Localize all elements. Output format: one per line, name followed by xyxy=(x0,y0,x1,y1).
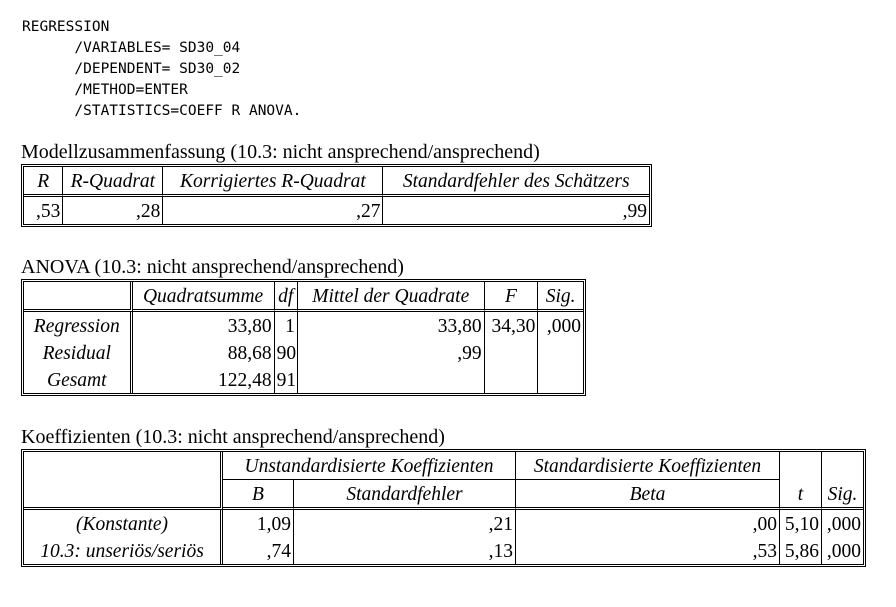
header-cell: Mittel der Quadrate xyxy=(298,282,485,312)
value-cell xyxy=(485,339,539,366)
model-summary-caption: Modellzusammenfassung (10.3: nicht ansprechend/ansprechend) xyxy=(21,141,540,163)
header-cell: Quadratsumme xyxy=(133,282,275,312)
syntax-line: /VARIABLES= SD30_04 xyxy=(22,40,241,56)
table-row xyxy=(24,339,583,366)
syntax-line: /METHOD=ENTER xyxy=(22,82,188,98)
value-cell xyxy=(538,366,583,393)
header-cell-empty xyxy=(24,452,223,510)
row-label: 10.3: unseriös/seriös xyxy=(24,537,223,564)
value-cell: ,000 xyxy=(826,514,861,535)
syntax-line: /STATISTICS=COEFF R ANOVA. xyxy=(22,103,302,119)
value-cell: ,53 xyxy=(24,197,63,224)
value-cell: 34,30 xyxy=(485,312,539,339)
header-cell: B xyxy=(223,480,294,510)
value-cell: ,99 xyxy=(622,201,647,222)
group-header-unstandardized: Unstandardisierte Koeffizienten xyxy=(223,452,516,480)
value-cell xyxy=(485,366,539,393)
value-cell: 5,86 xyxy=(780,537,822,564)
header-cell-empty xyxy=(822,452,863,480)
group-header-standardized: Standardisierte Koeffizienten xyxy=(516,452,780,480)
syntax-line: REGRESSION xyxy=(22,19,110,35)
header-cell: R xyxy=(24,167,63,197)
value-cell: 33,80 xyxy=(298,312,485,339)
value-cell: 88,68 xyxy=(133,339,275,366)
table-header-row xyxy=(24,452,863,480)
value-cell: ,27 xyxy=(163,197,383,224)
value-cell: ,21 xyxy=(294,510,516,537)
model-summary-table xyxy=(21,164,652,227)
value-cell: ,99 xyxy=(298,339,485,366)
header-cell: Korrigiertes R-Quadrat xyxy=(163,167,383,197)
table-header-row xyxy=(24,167,649,197)
header-cell: R-Quadrat xyxy=(63,167,163,197)
header-cell: Standardfehler des Schätzers xyxy=(383,167,649,197)
value-cell: 91 xyxy=(275,366,298,393)
row-label: Gesamt xyxy=(24,366,133,393)
syntax-block xyxy=(22,17,301,122)
value-cell: 1,09 xyxy=(223,510,294,537)
anova-table xyxy=(21,279,586,396)
row-label: (Konstante) xyxy=(24,510,223,537)
value-cell xyxy=(538,339,583,366)
table-row xyxy=(24,312,583,339)
value-cell: ,28 xyxy=(63,197,163,224)
header-cell: F xyxy=(485,282,539,312)
anova-caption: ANOVA (10.3: nicht ansprechend/ansprechend) xyxy=(21,256,404,278)
value-cell: 122,48 xyxy=(133,366,275,393)
value-cell: 90 xyxy=(275,339,298,366)
value-cell: 33,80 xyxy=(133,312,275,339)
value-cell: ,000 xyxy=(826,541,861,562)
value-cell: ,53 xyxy=(516,537,780,564)
value-cell: ,00 xyxy=(516,510,780,537)
value-cell: ,74 xyxy=(223,537,294,564)
table-row xyxy=(24,510,863,537)
value-cell: 1 xyxy=(275,312,298,339)
row-label: Residual xyxy=(24,339,133,366)
header-cell xyxy=(24,282,133,312)
table-header-row xyxy=(24,282,583,312)
header-cell: df xyxy=(275,282,298,312)
table-row xyxy=(24,197,649,224)
header-cell: Beta xyxy=(516,480,780,510)
syntax-line: /DEPENDENT= SD30_02 xyxy=(22,61,241,77)
header-cell: Sig. xyxy=(822,480,863,510)
value-cell: ,13 xyxy=(294,537,516,564)
value-cell: ,000 xyxy=(546,316,581,337)
header-cell: Sig. xyxy=(538,282,583,312)
coefficients-table xyxy=(21,449,866,567)
row-label: Regression xyxy=(24,312,133,339)
value-cell xyxy=(298,366,485,393)
header-cell: t xyxy=(780,480,822,510)
header-cell-empty xyxy=(780,452,822,480)
table-row xyxy=(24,366,583,393)
coefficients-caption: Koeffizienten (10.3: nicht ansprechend/ansprechend) xyxy=(21,426,445,448)
header-cell: Standardfehler xyxy=(294,480,516,510)
table-row xyxy=(24,537,863,564)
value-cell: 5,10 xyxy=(780,510,822,537)
